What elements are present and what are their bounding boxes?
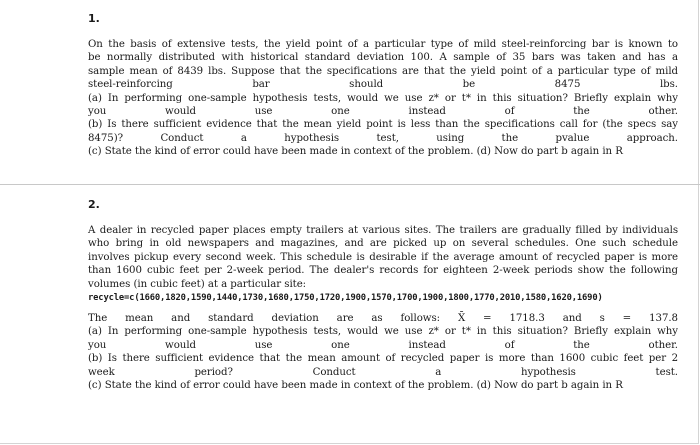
problem-2-part-c: (c) State the kind of error could have been made in context of the problem.: [88, 380, 474, 392]
problem-1-line: 8475)? Conduct a hypothesis test, using the pvalue approach.: [88, 132, 678, 144]
problem-1-part-b: (b) Is there sufficient evidence that the mean yield point is less than the specifications call for (the specs say: [88, 119, 678, 131]
problem-2-part-a: (a) In performing one-sample hypothesis tests, would we use z* or t* in this situation? Briefly explain why: [88, 326, 678, 338]
problem-2-line: involves pickup every second week. This schedule is desirable if the average amount of recycled paper is more: [88, 251, 678, 263]
problem-2-line: A dealer in recycled paper places empty trailers at various sites. The trailers are gradually filled by individuals: [88, 225, 678, 236]
problem-1-line: sample mean of 8439 lbs. Suppose that the specifications are that the yield point of a particular type of mild: [88, 65, 678, 77]
section-divider: [0, 184, 700, 185]
problem-1-line: On the basis of extensive tests, the yield point of a particular type of mild steel-reinforcing bar is known to: [88, 39, 678, 50]
problem-1-part-a: (a) In performing one-sample hypothesis tests, would we use z* or t* in this situation? Briefly explain why: [88, 92, 678, 104]
problem-1-text: [88, 38, 678, 159]
problem-2-summary-stats: The mean and standard deviation are as follows: X̄ = 1718.3 and s = 137.8: [88, 313, 678, 325]
problem-2-line: than 1600 cubic feet per 2-week period. The dealer's records for eighteen 2-week periods show the following: [88, 265, 678, 277]
problem-2-line: volumes (in cubic feet) at a particular site:: [88, 278, 307, 290]
problem-2-number: 2.: [88, 198, 100, 211]
problem-2-line: week period? Conduct a hypothesis test.: [88, 366, 678, 378]
problem-2-line: you would use one instead of the other.: [88, 339, 678, 351]
problem-1-line: be normally distributed with historical standard deviation 100. A sample of 35 bars was taken and has a: [88, 52, 678, 64]
problem-1-line: you would use one instead of the other.: [88, 106, 678, 118]
problem-1-number: 1.: [88, 12, 100, 25]
problem-2-text: [88, 224, 678, 392]
recycle-data-code: recycle=c(1660,1820,1590,1440,1730,1680,1750,1720,1900,1570,1700,1900,1800,1770,2010,1580,1620,1690): [88, 293, 603, 304]
problem-1-part-d: (d) Now do part b again in R: [476, 146, 623, 158]
problem-2-part-d: (d) Now do part b again in R: [476, 380, 623, 392]
problem-2-line: who bring in old newspapers and magazines, and are picked up on several schedules. One such schedule: [88, 238, 678, 250]
problem-2-part-b: (b) Is there sufficient evidence that the mean amount of recycled paper is more than 1600 cubic feet per 2: [88, 353, 678, 365]
problem-1-part-c: (c) State the kind of error could have been made in context of the problem.: [88, 146, 474, 158]
problem-1-line: steel-reinforcing bar should be 8475 lbs.: [88, 79, 678, 91]
